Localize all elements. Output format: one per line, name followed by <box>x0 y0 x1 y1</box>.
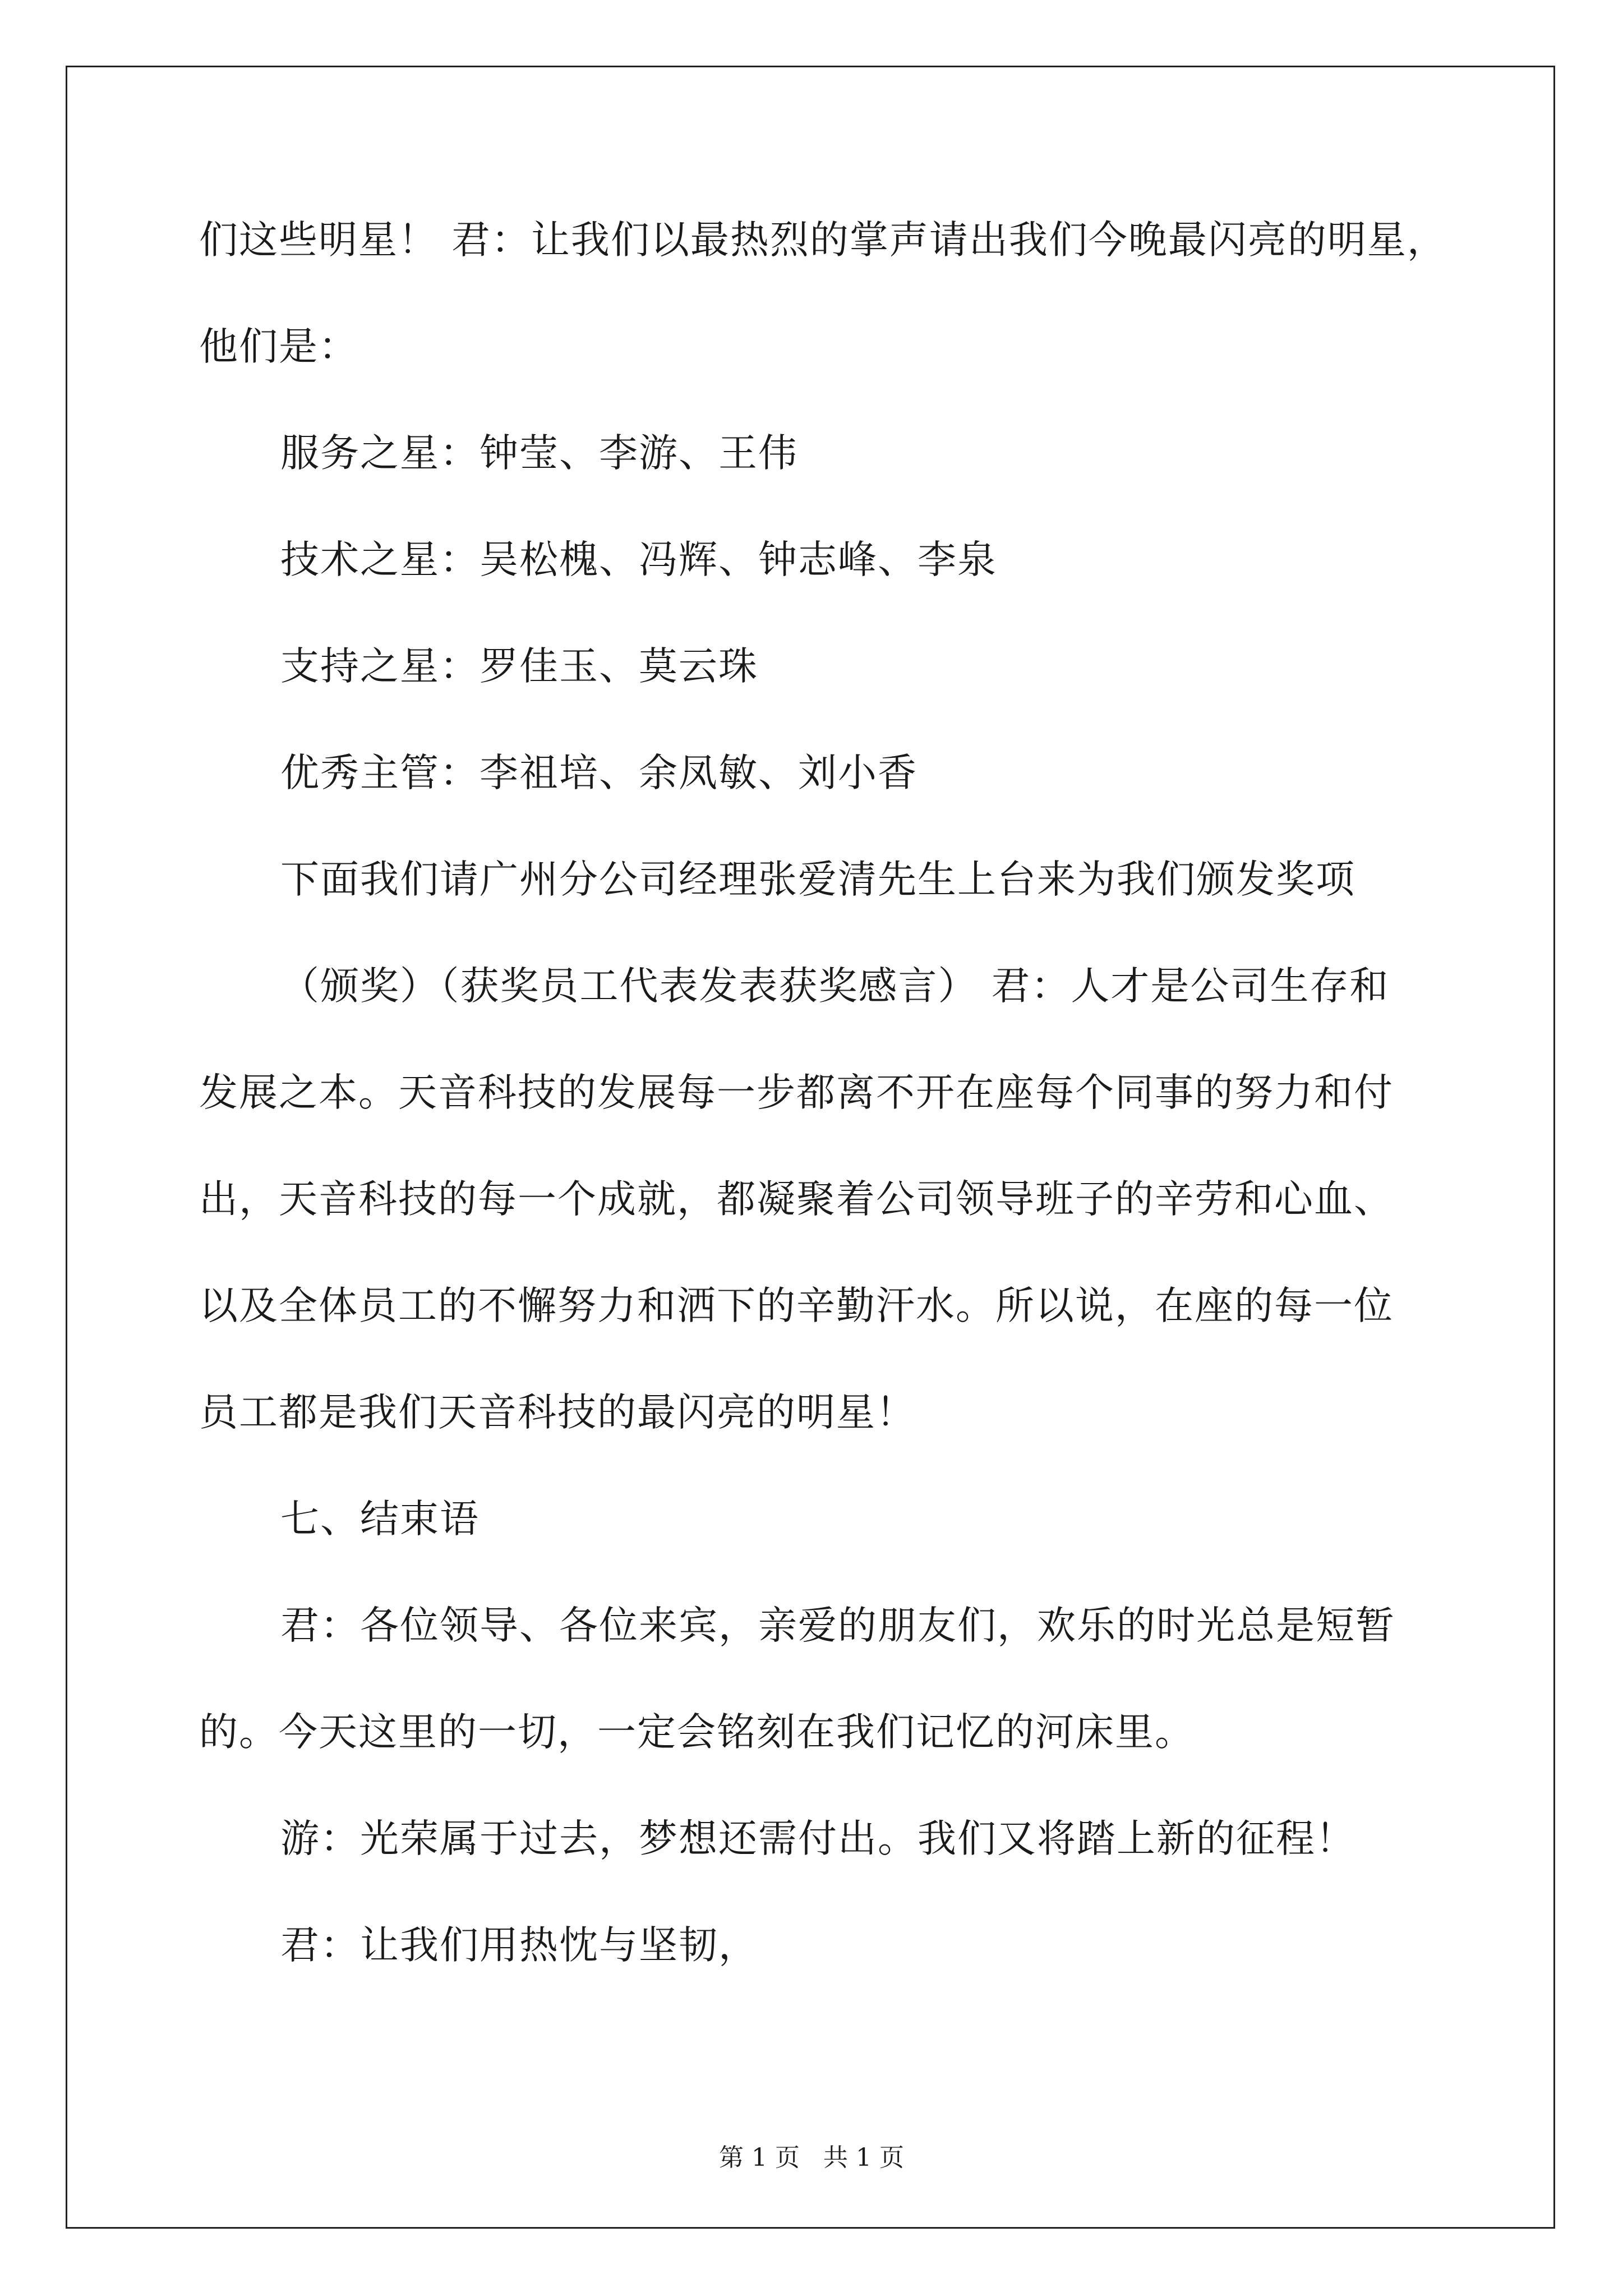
paragraph-line: 君：各位领导、各位来宾，亲爱的朋友们，欢乐的时光总是短暂 <box>280 1603 1395 1648</box>
paragraph-line: 服务之星：钟莹、李游、王伟 <box>280 431 798 476</box>
paragraph-line: 君：让我们用热忱与坚韧， <box>280 1923 758 1968</box>
document-body <box>199 209 1450 2021</box>
paragraph-line: 的。今天这里的一切，一定会铭刻在我们记忆的河床里。 <box>199 1710 1195 1755</box>
paragraph-line: （颁奖）（获奖员工代表发表获奖感言） 君：人才是公司生存和 <box>280 964 1390 1009</box>
paragraph-line: 游：光荣属于过去，梦想还需付出。我们又将踏上新的征程！ <box>280 1816 1355 1861</box>
paragraph-line: 以及全体员工的不懈努力和洒下的辛勤汗水。所以说，在座的每一位 <box>199 1283 1394 1328</box>
paragraph-line: 员工都是我们天音科技的最闪亮的明星！ <box>199 1390 916 1435</box>
paragraph-line: 发展之本。天音科技的发展每一步都离不开在座每个同事的努力和付 <box>199 1070 1394 1115</box>
section-heading: 七、结束语 <box>280 1497 479 1542</box>
paragraph-line: 下面我们请广州分公司经理张爱清先生上台来为我们颁发奖项 <box>280 857 1355 902</box>
paragraph-line: 支持之星：罗佳玉、莫云珠 <box>280 644 758 689</box>
page-number-footer: 第 1 页 共 1 页 <box>719 2143 904 2172</box>
paragraph-line: 他们是： <box>199 324 358 369</box>
paragraph-line: 优秀主管：李祖培、余凤敏、刘小香 <box>280 751 917 795</box>
paragraph-line: 出，天音科技的每一个成就，都凝聚着公司领导班子的辛劳和心血、 <box>199 1177 1394 1222</box>
paragraph-line: 技术之星：吴松槐、冯辉、钟志峰、李泉 <box>280 537 997 582</box>
paragraph-line: 们这些明星！ 君：让我们以最热烈的掌声请出我们今晚最闪亮的明星， <box>199 218 1447 263</box>
